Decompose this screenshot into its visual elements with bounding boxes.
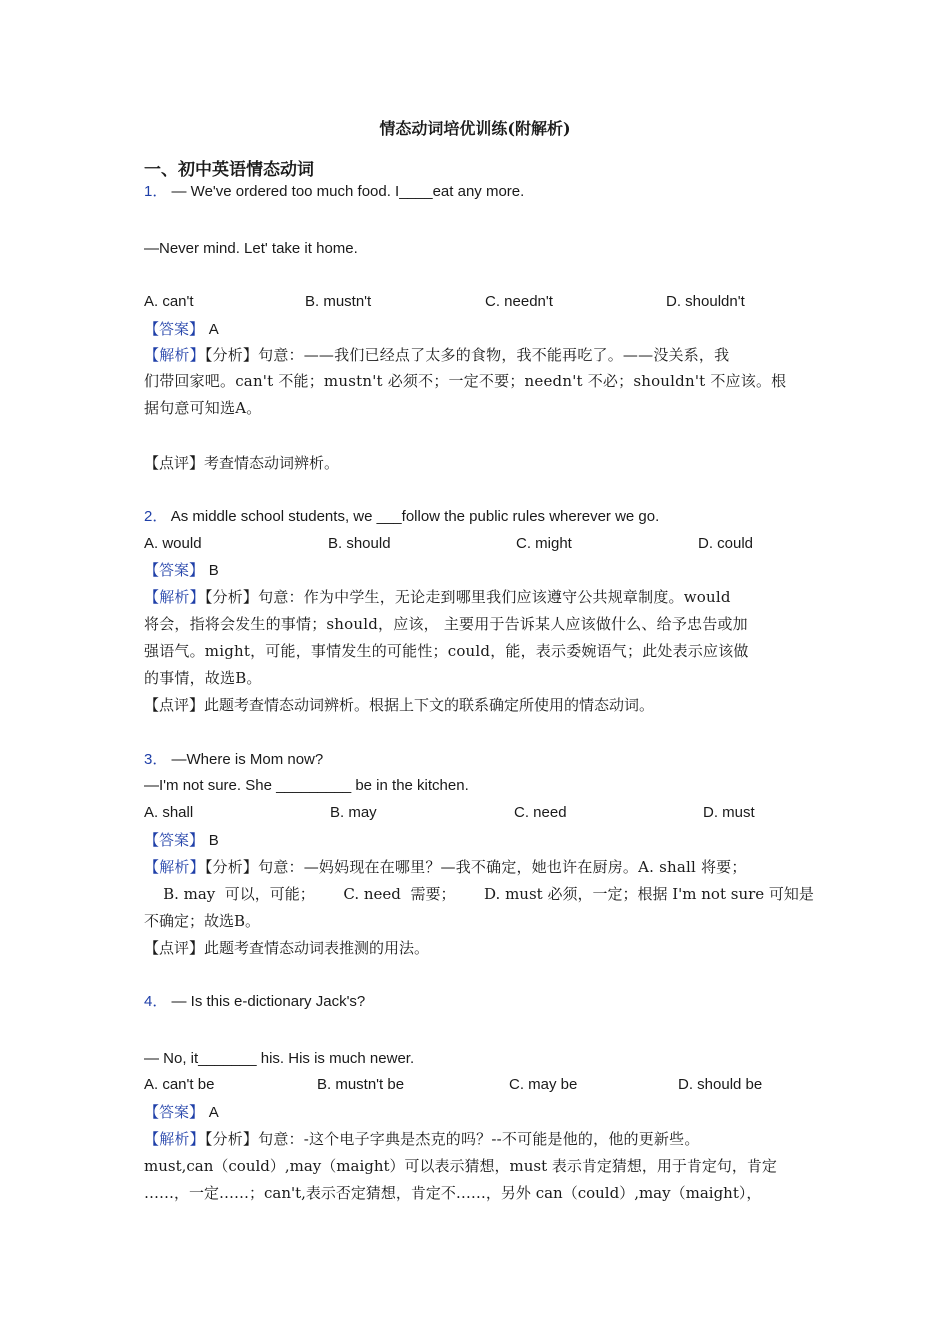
option-d: D. could bbox=[698, 535, 754, 552]
answer-line bbox=[144, 830, 219, 851]
comment-line: 【点评】考查情态动词辨析。 bbox=[144, 454, 340, 472]
analysis-text: 的事情，故选B。 bbox=[144, 669, 262, 687]
comment-line: 【点评】此题考查情态动词辨析。根据上下文的联系确定所使用的情态动词。 bbox=[144, 696, 655, 714]
comment-line: 【点评】此题考查情态动词表推测的用法。 bbox=[144, 939, 430, 957]
analysis-tag: 【解析】 bbox=[144, 1130, 205, 1148]
option-b: B. mustn't be bbox=[317, 1076, 405, 1093]
analysis-text: 【分析】句意：——我们已经点了太多的食物，我不能再吃了。——没关系，我 bbox=[204, 346, 730, 364]
analysis-text: 强语气。might，可能，事情发生的可能性；could，能，表示委婉语气；此处表示应该做 bbox=[144, 642, 749, 660]
option-d: D. should be bbox=[678, 1076, 763, 1093]
question-text: —Where is Mom now? bbox=[171, 751, 324, 768]
analysis-text: 不确定；故选B。 bbox=[144, 912, 261, 930]
document-title: 情态动词培优训练(附解析) bbox=[379, 119, 571, 138]
option-d: D. must bbox=[703, 804, 755, 821]
answer-line bbox=[144, 319, 219, 340]
question-text: As middle school students, we ___follow the public rules wherever we go. bbox=[170, 508, 660, 525]
analysis-text: 【分析】句意：-这个电子字典是杰克的吗？--不可能是他的，他的更新些。 bbox=[204, 1130, 700, 1148]
analysis-line bbox=[144, 857, 747, 877]
answer-value: A bbox=[208, 321, 219, 338]
question-1-line2: —Never mind. Let' take it home. bbox=[144, 240, 358, 257]
question-4-line1 bbox=[144, 992, 365, 1012]
answer-value: B bbox=[208, 832, 219, 849]
answer-tag: 【答案】 bbox=[144, 320, 205, 338]
question-2-line1 bbox=[144, 507, 659, 527]
question-number: 2． bbox=[144, 508, 168, 525]
analysis-tag: 【解析】 bbox=[144, 588, 205, 606]
analysis-line bbox=[144, 345, 729, 365]
question-3-line1 bbox=[144, 750, 323, 770]
option-a: A. can't be bbox=[144, 1076, 215, 1093]
option-b: B. should bbox=[328, 535, 391, 552]
answer-value: B bbox=[208, 562, 219, 579]
answer-line bbox=[144, 560, 219, 581]
answer-tag: 【答案】 bbox=[144, 1103, 205, 1121]
option-b: B. may bbox=[330, 804, 377, 821]
answer-tag: 【答案】 bbox=[144, 561, 205, 579]
option-d: D. shouldn't bbox=[666, 293, 745, 310]
analysis-text: ……，一定……；can't,表示否定猜想，肯定不……，另外 can（could）,may（maight）， bbox=[144, 1184, 762, 1202]
analysis-line bbox=[144, 1129, 700, 1149]
option-c: C. might bbox=[516, 535, 572, 552]
question-1-line1 bbox=[144, 182, 524, 202]
question-number: 4． bbox=[144, 993, 168, 1010]
option-c: C. may be bbox=[509, 1076, 578, 1093]
question-number: 3． bbox=[144, 751, 168, 768]
option-a: A. would bbox=[144, 535, 202, 552]
question-text: — Is this e-dictionary Jack's? bbox=[171, 993, 366, 1010]
answer-line bbox=[144, 1102, 219, 1123]
answer-value: A bbox=[208, 1104, 219, 1121]
question-3-line2: —I'm not sure. She _________ be in the kitchen. bbox=[144, 777, 469, 794]
section-heading: 一、初中英语情态动词 bbox=[144, 160, 314, 180]
question-4-line2: — No, it_______ his. His is much newer. bbox=[144, 1050, 415, 1067]
analysis-tag: 【解析】 bbox=[144, 858, 205, 876]
option-b: B. mustn't bbox=[305, 293, 372, 310]
question-text: — We've ordered too much food. I____eat any more. bbox=[171, 183, 525, 200]
analysis-text: 【分析】句意：作为中学生，无论走到哪里我们应该遵守公共规章制度。would bbox=[204, 588, 731, 606]
analysis-tag: 【解析】 bbox=[144, 346, 205, 364]
option-a: A. shall bbox=[144, 804, 194, 821]
analysis-text: B. may 可以，可能； C. need 需要； D. must 必须，一定；根据 I'm not sure 可知是 bbox=[144, 885, 814, 903]
analysis-text: must,can（could）,may（maight）可以表示猜想，must 表示肯定猜想，用于肯定句，肯定 bbox=[144, 1157, 777, 1175]
analysis-text: 据句意可知选A。 bbox=[144, 399, 262, 417]
analysis-text: 们带回家吧。can't 不能；mustn't 必须不；一定不要；needn't 不必；shouldn't 不应该。根 bbox=[144, 372, 787, 390]
analysis-text: 【分析】句意：—妈妈现在在哪里？—我不确定，她也许在厨房。A. shall 将要； bbox=[204, 858, 747, 876]
analysis-text: 将会，指将会发生的事情；should，应该， 主要用于告诉某人应该做什么、给予忠告或加 bbox=[144, 615, 748, 633]
analysis-line bbox=[144, 587, 731, 607]
option-c: C. need bbox=[514, 804, 567, 821]
option-c: C. needn't bbox=[485, 293, 553, 310]
answer-tag: 【答案】 bbox=[144, 831, 205, 849]
option-a: A. can't bbox=[144, 293, 194, 310]
question-number: 1． bbox=[144, 183, 168, 200]
